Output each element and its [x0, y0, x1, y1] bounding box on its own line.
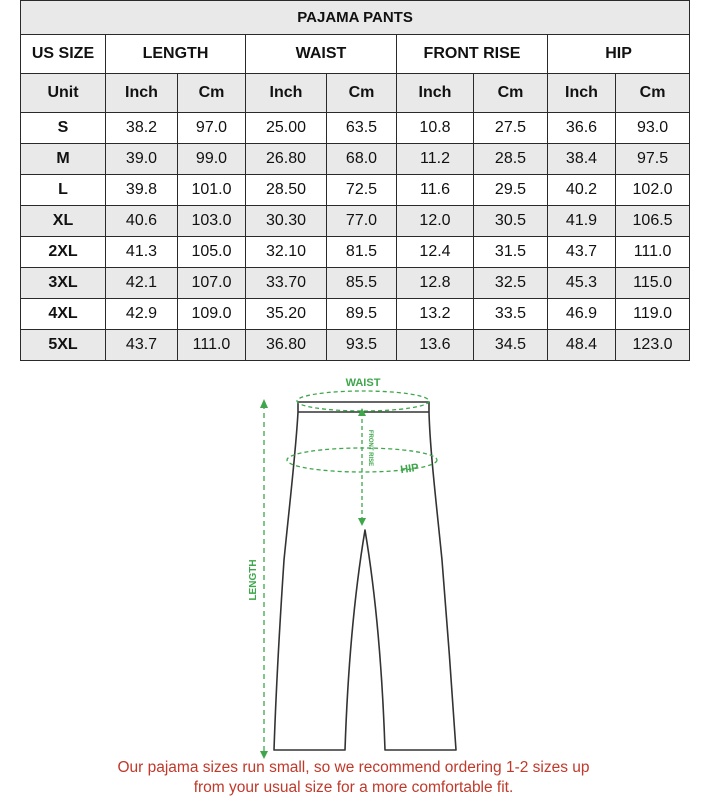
- hip-cm-cell: 123.0: [616, 330, 690, 361]
- hip-label: HIP: [399, 461, 420, 477]
- waist-cm-cell: 77.0: [327, 206, 397, 237]
- table-row: [21, 237, 690, 268]
- sizing-note-line-1: Our pajama sizes run small, so we recommend ordering 1-2 sizes up: [117, 759, 590, 776]
- size-label: S: [21, 113, 106, 144]
- length-cm-cell: 97.0: [178, 113, 246, 144]
- unit-cm: Cm: [474, 74, 548, 113]
- waist-cm-cell: 68.0: [327, 144, 397, 175]
- hip-inch-cell: 48.4: [548, 330, 616, 361]
- unit-inch: Inch: [246, 74, 327, 113]
- waist-cm-cell: 81.5: [327, 237, 397, 268]
- pants-shape: [274, 402, 456, 750]
- waist-inch-cell: 36.80: [246, 330, 327, 361]
- length-cm-cell: 111.0: [178, 330, 246, 361]
- unit-inch: Inch: [548, 74, 616, 113]
- pants-outline: [274, 402, 456, 750]
- length-measure: [260, 399, 268, 759]
- length-cm-cell: 105.0: [178, 237, 246, 268]
- hip-inch-cell: 43.7: [548, 237, 616, 268]
- header-waist: WAIST: [246, 35, 397, 74]
- waist-label: WAIST: [345, 377, 381, 389]
- length-cm-cell: 109.0: [178, 299, 246, 330]
- rise-cm-cell: 27.5: [474, 113, 548, 144]
- waist-cm-cell: 72.5: [327, 175, 397, 206]
- size-label: 4XL: [21, 299, 106, 330]
- length-inch-cell: 41.3: [106, 237, 178, 268]
- length-inch-cell: 42.9: [106, 299, 178, 330]
- size-label: M: [21, 144, 106, 175]
- sizing-note-line-2: from your usual size for a more comfortable fit.: [193, 779, 514, 796]
- unit-cm: Cm: [327, 74, 397, 113]
- header-front-rise: FRONT RISE: [397, 35, 548, 74]
- hip-cm-cell: 115.0: [616, 268, 690, 299]
- size-label: 3XL: [21, 268, 106, 299]
- hip-inch-cell: 36.6: [548, 113, 616, 144]
- waist-cm-cell: 93.5: [327, 330, 397, 361]
- hip-inch-cell: 38.4: [548, 144, 616, 175]
- hip-cm-cell: 93.0: [616, 113, 690, 144]
- front-rise-label: FRONT RISE: [367, 429, 373, 467]
- length-arrow-top-icon: [260, 399, 268, 408]
- unit-cm: Cm: [616, 74, 690, 113]
- waist-inch-cell: 26.80: [246, 144, 327, 175]
- waist-inch-cell: 25.00: [246, 113, 327, 144]
- waist-inch-cell: 30.30: [246, 206, 327, 237]
- length-label: LENGTH: [248, 559, 259, 601]
- size-label: L: [21, 175, 106, 206]
- header-hip: HIP: [548, 35, 690, 74]
- waist-cm-cell: 63.5: [327, 113, 397, 144]
- rise-cm-cell: 31.5: [474, 237, 548, 268]
- waist-cm-cell: 85.5: [327, 268, 397, 299]
- hip-inch-cell: 40.2: [548, 175, 616, 206]
- rise-cm-cell: 32.5: [474, 268, 548, 299]
- length-inch-cell: 40.6: [106, 206, 178, 237]
- pants-measurement-diagram: [0, 360, 707, 760]
- hip-cm-cell: 102.0: [616, 175, 690, 206]
- waist-inch-cell: 35.20: [246, 299, 327, 330]
- rise-inch-cell: 11.2: [397, 144, 474, 175]
- rise-inch-cell: 12.0: [397, 206, 474, 237]
- hip-inch-cell: 45.3: [548, 268, 616, 299]
- header-us-size: US SIZE: [21, 35, 106, 74]
- table-unit-row: [21, 74, 690, 113]
- rise-cm-cell: 29.5: [474, 175, 548, 206]
- table-row: [21, 299, 690, 330]
- table-header-row: [21, 35, 690, 74]
- unit-cm: Cm: [178, 74, 246, 113]
- length-cm-cell: 107.0: [178, 268, 246, 299]
- rise-inch-cell: 10.8: [397, 113, 474, 144]
- waist-inch-cell: 33.70: [246, 268, 327, 299]
- hip-cm-cell: 119.0: [616, 299, 690, 330]
- rise-inch-cell: 13.2: [397, 299, 474, 330]
- unit-inch: Inch: [106, 74, 178, 113]
- rise-inch-cell: 12.8: [397, 268, 474, 299]
- length-inch-cell: 39.8: [106, 175, 178, 206]
- hip-inch-cell: 46.9: [548, 299, 616, 330]
- size-label: XL: [21, 206, 106, 237]
- hip-inch-cell: 41.9: [548, 206, 616, 237]
- rise-cm-cell: 28.5: [474, 144, 548, 175]
- rise-cm-cell: 34.5: [474, 330, 548, 361]
- table-row: [21, 144, 690, 175]
- table-row: [21, 330, 690, 361]
- unit-label: Unit: [21, 74, 106, 113]
- rise-inch-cell: 11.6: [397, 175, 474, 206]
- size-label: 2XL: [21, 237, 106, 268]
- table-row: [21, 206, 690, 237]
- hip-cm-cell: 97.5: [616, 144, 690, 175]
- length-inch-cell: 39.0: [106, 144, 178, 175]
- length-cm-cell: 103.0: [178, 206, 246, 237]
- sizing-note: [0, 758, 707, 798]
- length-cm-cell: 99.0: [178, 144, 246, 175]
- header-length: LENGTH: [106, 35, 246, 74]
- length-inch-cell: 42.1: [106, 268, 178, 299]
- table-row: [21, 175, 690, 206]
- table-row: [21, 268, 690, 299]
- rise-inch-cell: 13.6: [397, 330, 474, 361]
- rise-inch-cell: 12.4: [397, 237, 474, 268]
- table-title-row: [21, 1, 690, 35]
- unit-inch: Inch: [397, 74, 474, 113]
- waist-inch-cell: 28.50: [246, 175, 327, 206]
- size-chart-table: [20, 0, 690, 361]
- hip-cm-cell: 111.0: [616, 237, 690, 268]
- rise-cm-cell: 30.5: [474, 206, 548, 237]
- table-row: [21, 113, 690, 144]
- table-title: PAJAMA PANTS: [21, 1, 690, 35]
- waist-inch-cell: 32.10: [246, 237, 327, 268]
- length-cm-cell: 101.0: [178, 175, 246, 206]
- rise-cm-cell: 33.5: [474, 299, 548, 330]
- length-inch-cell: 43.7: [106, 330, 178, 361]
- size-label: 5XL: [21, 330, 106, 361]
- length-inch-cell: 38.2: [106, 113, 178, 144]
- waist-cm-cell: 89.5: [327, 299, 397, 330]
- hip-cm-cell: 106.5: [616, 206, 690, 237]
